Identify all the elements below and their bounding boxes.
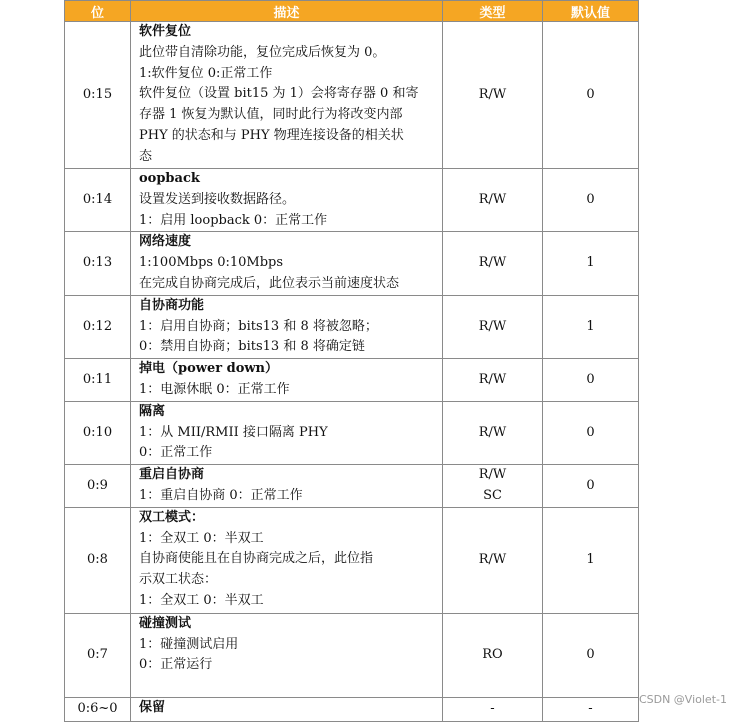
header-description: 描述	[131, 1, 443, 22]
description-cell	[131, 613, 443, 697]
default-cell: 0	[543, 465, 639, 508]
table-row	[65, 359, 639, 402]
bit-cell: 0:12	[65, 295, 131, 358]
bit-cell: 0:11	[65, 359, 131, 402]
description-title: 软件复位	[139, 24, 192, 39]
description-cell	[131, 359, 443, 402]
type-value: R/W	[478, 424, 507, 440]
description-line: 1：重启自协商 0：正常工作	[139, 487, 303, 503]
header-type: 类型	[443, 1, 543, 22]
table-row	[65, 613, 639, 697]
default-cell: 1	[543, 232, 639, 295]
description-line: 存器 1 恢复为默认值，同时此行为将改变内部	[139, 107, 403, 123]
type-value: R/W	[478, 551, 507, 567]
description-line: 设置发送到接收数据路径。	[139, 191, 296, 207]
description-line: 1：启用 loopback 0：正常工作	[139, 212, 328, 228]
type-cell	[443, 295, 543, 358]
default-cell: 1	[543, 295, 639, 358]
description-title: 掉电（power down）	[139, 361, 279, 377]
table-row	[65, 169, 639, 232]
default-cell: 0	[543, 22, 639, 169]
description-line: 软件复位（设置 bit15 为 1）会将寄存器 0 和寄	[139, 86, 419, 102]
description-cell	[131, 169, 443, 232]
bit-cell: 0:10	[65, 401, 131, 464]
type-cell	[443, 22, 543, 169]
description-title: 重启自协商	[139, 467, 205, 483]
type-cell	[443, 232, 543, 295]
description-line: 示双工状态：	[139, 572, 218, 588]
description-title: 隔离	[139, 403, 166, 419]
default-cell: 1	[543, 507, 639, 613]
default-cell: 0	[543, 613, 639, 697]
type-cell	[443, 613, 543, 697]
description-line: PHY 的状态和与 PHY 物理连接设备的相关状	[139, 127, 404, 143]
type-value: R/W	[478, 255, 507, 271]
type-cell	[443, 507, 543, 613]
bit-cell: 0:15	[65, 22, 131, 169]
bit-cell: 0:13	[65, 232, 131, 295]
description-line: 此位带自清除功能，复位完成后恢复为 0。	[139, 44, 386, 60]
table-row	[65, 465, 639, 508]
description-line: 在完成自协商完成后，此位表示当前速度状态	[139, 275, 400, 291]
table-row	[65, 22, 639, 169]
type-value: -	[490, 700, 495, 716]
table-row	[65, 697, 639, 721]
type-value: R/W	[478, 371, 507, 387]
csdn-watermark: CSDN @Violet-1	[638, 693, 727, 706]
bit-cell: 0:9	[65, 465, 131, 508]
description-line: 0：正常工作	[139, 445, 213, 461]
description-line: 0：禁用自协商；bits13 和 8 将确定链	[139, 339, 365, 355]
header-bit: 位	[65, 1, 131, 22]
bit-cell: 0:7	[65, 613, 131, 697]
description-line: 1：全双工 0：半双工	[139, 530, 264, 546]
table-row	[65, 232, 639, 295]
description-cell	[131, 295, 443, 358]
description-cell	[131, 507, 443, 613]
bit-cell: 0:14	[65, 169, 131, 232]
default-cell: 0	[543, 169, 639, 232]
type-value: R/W	[478, 191, 507, 207]
table-header-row	[65, 1, 639, 22]
description-line: 1:软件复位 0:正常工作	[139, 65, 273, 81]
description-title: 网络速度	[139, 234, 192, 250]
header-default: 默认值	[543, 1, 639, 22]
description-cell	[131, 697, 443, 721]
type-value: R/W	[478, 318, 507, 334]
type-value: R/W	[478, 86, 507, 102]
type-cell	[443, 359, 543, 402]
description-line: 态	[139, 148, 153, 164]
description-title: 自协商功能	[139, 297, 205, 313]
description-title: 双工模式：	[139, 509, 205, 525]
description-line: 0：正常运行	[139, 657, 213, 673]
description-cell	[131, 465, 443, 508]
description-title: 碰撞测试	[139, 615, 192, 631]
default-cell: 0	[543, 359, 639, 402]
description-line: 自协商使能且在自协商完成之后，此位指	[139, 551, 374, 567]
table-row	[65, 295, 639, 358]
bit-cell: 0:6~0	[65, 697, 131, 721]
description-cell	[131, 22, 443, 169]
type-value: RO	[482, 646, 503, 662]
type-value: R/W	[478, 467, 507, 483]
default-cell: 0	[543, 401, 639, 464]
type-value: SC	[483, 487, 502, 503]
type-cell	[443, 465, 543, 508]
description-title: oopback	[139, 171, 200, 186]
description-line: 1：电源休眠 0：正常工作	[139, 381, 290, 397]
description-line: 1：从 MII/RMII 接口隔离 PHY	[139, 424, 328, 440]
description-line: 1:100Mbps 0:10Mbps	[139, 255, 284, 271]
register-table	[64, 0, 639, 722]
table-row	[65, 401, 639, 464]
description-title: 保留	[139, 699, 166, 715]
type-cell	[443, 169, 543, 232]
default-cell: -	[543, 697, 639, 721]
description-cell	[131, 232, 443, 295]
description-cell	[131, 401, 443, 464]
bit-cell: 0:8	[65, 507, 131, 613]
description-line: 1：启用自协商；bits13 和 8 将被忽略；	[139, 318, 378, 334]
description-line: 1：碰撞测试启用	[139, 636, 239, 652]
table-row	[65, 507, 639, 613]
table-body	[65, 22, 639, 722]
type-cell	[443, 697, 543, 721]
description-line: 1：全双工 0：半双工	[139, 592, 264, 608]
type-cell	[443, 401, 543, 464]
